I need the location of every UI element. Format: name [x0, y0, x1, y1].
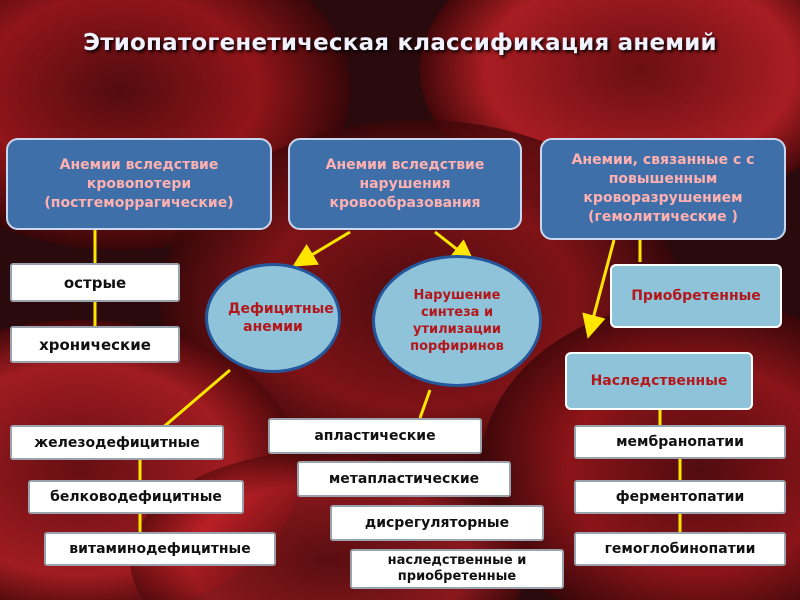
porphyrin-item-metaplastic: метапластические: [297, 461, 511, 497]
group-hemolysis-label: Анемии, связанные с с повышенным кроворазрушением (гемолитические ): [571, 152, 755, 225]
porphyrin-item-hereditary-acquired: наследственные и приобретенные: [350, 549, 564, 589]
porphyrin-disorder-label: Нарушение синтеза и утилизации порфиринов: [410, 288, 504, 354]
deficiency-item-protein: белководефицитные: [28, 480, 244, 514]
blood-loss-chronic: хронические: [10, 326, 180, 363]
porphyrin-disorder-oval: [372, 255, 542, 387]
group-blood-loss-label: Анемии вследствие кровопотери (постгеморрагические): [44, 156, 234, 211]
hemolytic-acquired: Приобретенные: [610, 264, 782, 328]
deficiency-anemias-label: Дефицитные анемии: [228, 301, 334, 335]
hemolytic-hereditary: Наследственные: [565, 352, 753, 410]
group-hemolysis: [540, 138, 786, 240]
porphyrin-item-dysregulatory: дисрегуляторные: [330, 505, 544, 541]
deficiency-anemias-oval: [205, 263, 341, 373]
deficiency-item-iron: железодефицитные: [10, 425, 224, 460]
porphyrin-item-aplastic: апластические: [268, 418, 482, 454]
blood-loss-acute: острые: [10, 263, 180, 302]
group-hematopoiesis: [288, 138, 522, 230]
group-blood-loss: [6, 138, 272, 230]
hemolytic-item-enzymopathy: ферментопатии: [574, 480, 786, 514]
deficiency-item-vitamin: витаминодефицитные: [44, 532, 276, 566]
hemolytic-item-hemoglobinopathy: гемоглобинопатии: [574, 532, 786, 566]
slide-title: Этиопатогенетическая классификация анемий: [83, 30, 717, 56]
group-hematopoiesis-label: Анемии вследствие нарушения кровообразования: [325, 156, 485, 211]
hemolytic-item-membranopathy: мембранопатии: [574, 425, 786, 459]
